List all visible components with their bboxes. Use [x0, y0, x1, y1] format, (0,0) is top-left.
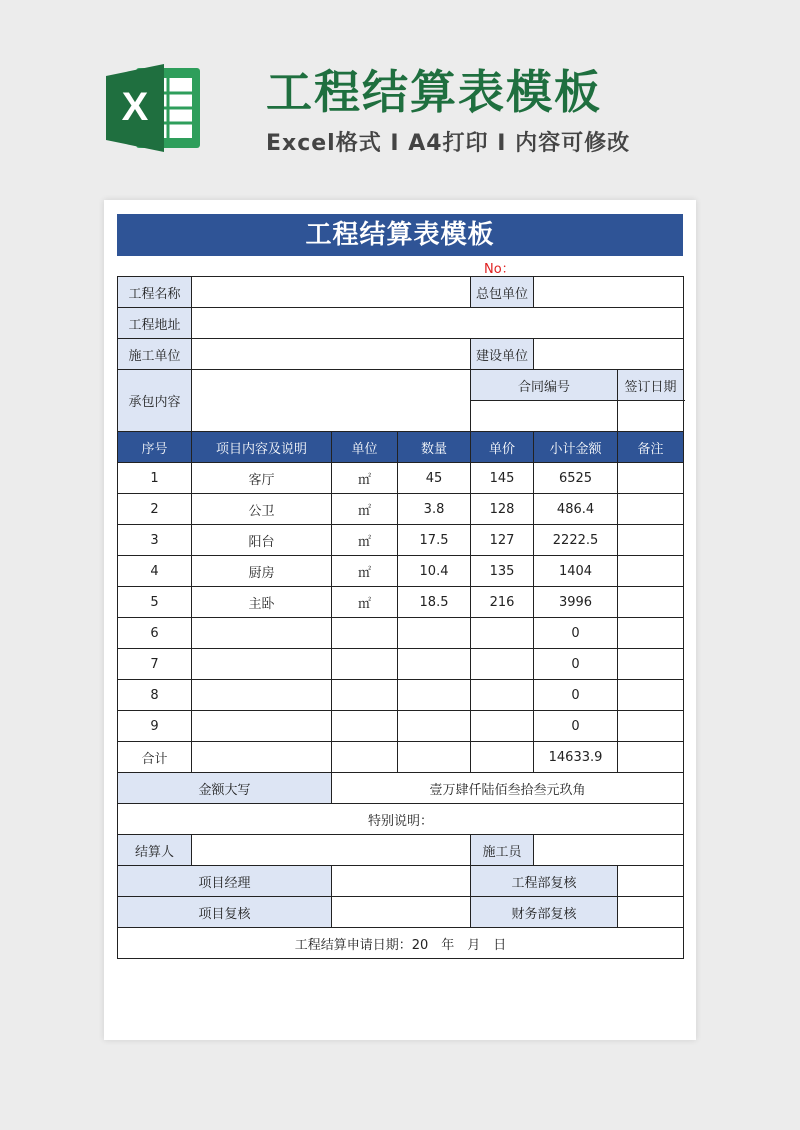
column-header: 数量	[398, 432, 471, 463]
item-cell[interactable]: 阳台	[192, 525, 332, 556]
settlement-sheet	[117, 214, 683, 959]
engineering-review-field[interactable]	[618, 866, 684, 897]
column-header: 备注	[618, 432, 684, 463]
unit-cell[interactable]: ㎡	[332, 463, 398, 494]
unit-cell[interactable]	[332, 680, 398, 711]
unit-cell[interactable]: ㎡	[332, 587, 398, 618]
table-row	[118, 494, 684, 525]
banner-title: 工程结算表模板	[266, 65, 602, 119]
price-cell[interactable]: 135	[471, 556, 534, 587]
table-row	[118, 463, 684, 494]
amount-words-value: 壹万肆仟陆佰叁拾叁元玖角	[332, 773, 684, 804]
item-cell[interactable]: 客厅	[192, 463, 332, 494]
unit-cell[interactable]	[332, 649, 398, 680]
project-address-field[interactable]	[192, 308, 684, 339]
subtotal-cell: 6525	[534, 463, 618, 494]
quantity-cell[interactable]	[398, 649, 471, 680]
contract-content-field[interactable]	[192, 370, 471, 432]
project-review-field[interactable]	[332, 897, 471, 928]
project-manager-label: 项目经理	[118, 866, 332, 897]
price-cell[interactable]	[471, 680, 534, 711]
general-contractor-label: 总包单位	[471, 277, 534, 308]
row-number: 4	[118, 556, 192, 587]
row-number: 2	[118, 494, 192, 525]
subtotal-cell: 486.4	[534, 494, 618, 525]
table-row	[118, 680, 684, 711]
row-number: 8	[118, 680, 192, 711]
items-header-row	[118, 432, 684, 463]
note-cell[interactable]	[618, 525, 684, 556]
contract-number-field[interactable]	[471, 401, 618, 432]
note-cell[interactable]	[618, 680, 684, 711]
total-empty-cell	[192, 742, 332, 773]
price-cell[interactable]	[471, 649, 534, 680]
contract-number-label: 合同编号	[471, 370, 618, 401]
row-number: 6	[118, 618, 192, 649]
column-header: 序号	[118, 432, 192, 463]
table-row	[118, 649, 684, 680]
note-cell[interactable]	[618, 587, 684, 618]
row-number: 9	[118, 711, 192, 742]
column-header: 项目内容及说明	[192, 432, 332, 463]
total-empty-cell	[332, 742, 398, 773]
settler-field[interactable]	[192, 835, 471, 866]
engineering-review-label: 工程部复核	[471, 866, 618, 897]
document-number-label: No：	[484, 262, 515, 277]
price-cell[interactable]: 128	[471, 494, 534, 525]
quantity-cell[interactable]	[398, 618, 471, 649]
document-page	[104, 200, 696, 1040]
total-label: 合计	[118, 742, 192, 773]
table-row	[118, 711, 684, 742]
subtotal-cell: 2222.5	[534, 525, 618, 556]
special-remarks-field[interactable]	[118, 804, 684, 835]
sign-date-label: 签订日期	[618, 370, 684, 401]
item-cell[interactable]	[192, 711, 332, 742]
subtotal-cell: 1404	[534, 556, 618, 587]
subtotal-cell: 0	[534, 649, 618, 680]
row-number: 3	[118, 525, 192, 556]
table-row	[118, 556, 684, 587]
project-review-label: 项目复核	[118, 897, 332, 928]
settlement-table	[117, 276, 684, 959]
settler-label: 结算人	[118, 835, 192, 866]
row-number: 1	[118, 463, 192, 494]
column-header: 小计金额	[534, 432, 618, 463]
table-row	[118, 618, 684, 649]
project-manager-field[interactable]	[332, 866, 471, 897]
note-cell[interactable]	[618, 494, 684, 525]
table-row	[118, 525, 684, 556]
unit-cell[interactable]: ㎡	[332, 494, 398, 525]
price-cell[interactable]	[471, 618, 534, 649]
total-empty-cell	[618, 742, 684, 773]
quantity-cell[interactable]: 10.4	[398, 556, 471, 587]
quantity-cell[interactable]	[398, 680, 471, 711]
subtotal-cell: 0	[534, 680, 618, 711]
unit-cell[interactable]	[332, 618, 398, 649]
item-cell[interactable]	[192, 649, 332, 680]
special-remarks-label: 特别说明：	[368, 813, 434, 829]
quantity-cell[interactable]	[398, 711, 471, 742]
project-address-label: 工程地址	[118, 308, 192, 339]
subtotal-cell: 3996	[534, 587, 618, 618]
item-cell[interactable]: 公卫	[192, 494, 332, 525]
construction-unit-field[interactable]	[192, 339, 471, 370]
total-value: 14633.9	[534, 742, 618, 773]
item-cell[interactable]	[192, 618, 332, 649]
table-row	[118, 587, 684, 618]
row-number: 7	[118, 649, 192, 680]
quantity-cell[interactable]: 17.5	[398, 525, 471, 556]
excel-logo-icon	[104, 58, 204, 158]
column-header: 单位	[332, 432, 398, 463]
apply-date-line[interactable]: 工程结算申请日期：20 年 月 日	[118, 928, 684, 959]
price-cell[interactable]: 216	[471, 587, 534, 618]
excel-logo-letter: X	[121, 85, 149, 129]
total-row	[118, 742, 684, 773]
building-unit-field[interactable]	[534, 339, 684, 370]
price-cell[interactable]: 127	[471, 525, 534, 556]
note-cell[interactable]	[618, 711, 684, 742]
item-cell[interactable]: 厨房	[192, 556, 332, 587]
row-number: 5	[118, 587, 192, 618]
item-cell[interactable]	[192, 680, 332, 711]
quantity-cell[interactable]: 18.5	[398, 587, 471, 618]
finance-review-label: 财务部复核	[471, 897, 618, 928]
building-unit-label: 建设单位	[471, 339, 534, 370]
price-cell[interactable]: 145	[471, 463, 534, 494]
sign-date-field[interactable]	[618, 401, 684, 432]
total-empty-cell	[398, 742, 471, 773]
unit-cell[interactable]: ㎡	[332, 556, 398, 587]
number-row	[117, 256, 683, 276]
finance-review-field[interactable]	[618, 897, 684, 928]
note-cell[interactable]	[618, 463, 684, 494]
note-cell[interactable]	[618, 556, 684, 587]
project-name-field[interactable]	[192, 277, 471, 308]
unit-cell[interactable]	[332, 711, 398, 742]
contract-content-label: 承包内容	[118, 370, 192, 432]
project-name-label: 工程名称	[118, 277, 192, 308]
general-contractor-field[interactable]	[534, 277, 684, 308]
item-cell[interactable]: 主卧	[192, 587, 332, 618]
unit-cell[interactable]: ㎡	[332, 525, 398, 556]
note-cell[interactable]	[618, 618, 684, 649]
sheet-title: 工程结算表模板	[117, 214, 683, 256]
builder-label: 施工员	[471, 835, 534, 866]
quantity-cell[interactable]: 45	[398, 463, 471, 494]
total-empty-cell	[471, 742, 534, 773]
subtotal-cell: 0	[534, 618, 618, 649]
note-cell[interactable]	[618, 649, 684, 680]
builder-field[interactable]	[534, 835, 684, 866]
column-header: 单价	[471, 432, 534, 463]
banner-subtitle: Excel格式 I A4打印 I 内容可修改	[266, 131, 631, 156]
price-cell[interactable]	[471, 711, 534, 742]
amount-words-label: 金额大写	[118, 773, 332, 804]
subtotal-cell: 0	[534, 711, 618, 742]
quantity-cell[interactable]: 3.8	[398, 494, 471, 525]
construction-unit-label: 施工单位	[118, 339, 192, 370]
